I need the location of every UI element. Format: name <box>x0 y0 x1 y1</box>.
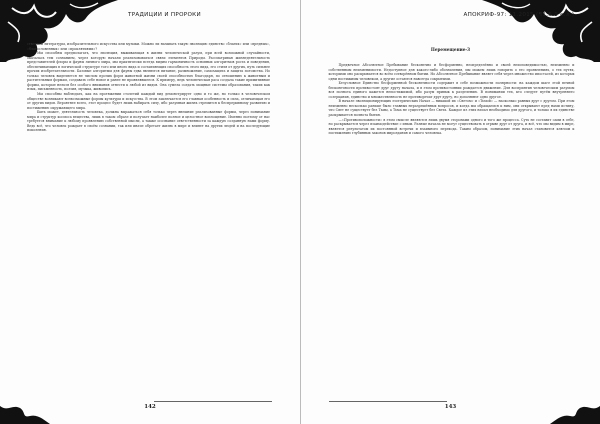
paragraph: Мы способны предполагать, что эволюция, выживающая в жизни человеческой разум, при всей возможной случайности, оказалась тем сознанием, через которую начали реализовываться связи элементов Природы. Рассматривая жизнедеятельность представителей флоры и фауны личного мира, мы практически всегда видим гармоничность основных алгоритмов роста и поведения, обеспечивающих в логической структуре того или иного вида и составляющих способность этого вида, его стиля от других, путь сильнее прочих изобретательности. Базовые алгоритмы для фауны едва являются питание, размножение, самозащита и защита потомства. Но только человек выделяется не числом прочих форм животной жизни своей способностью благодаря, по отношению к животным и растительным формам, создавать себе новое и ранее не проявлявшееся. К примеру, ведь человеческая раса создала такие примитивные формы, которые нельзя без особого внимания отнести к любой из видов. Она сумела создать мощные системы образования, таких как язык, письменность, поэзия, музыка, живопись. <box>27 51 270 92</box>
paragraph: В начале эволюционирующих эзотерических Начал — никакой их «Светом» и «Тьмой» — насколько равных друг с другом. При этом неизменно несколько раньше было главных неразрешённых вопросов, и когда мы обращаемся к ним, они открывают пред нами истину, что Свет не существует без Тьмы, а Тьма не существует без Света. Каждое из этих начал необходимо для другого, и только в их единстве раскрывается полнота бытия. <box>328 99 575 118</box>
paragraph: —«Противоположности» в этом смысле являются лишь двумя сторонами одного и того же процесса. Суть не составит сами в себе, но раскрывается через взаимодействие с иным. Разные начала не могут существовать в отрыве друг от друга, и всё, что мы видим в мире, является результатом их постоянной встречи и взаимного перехода. Таким образом, понимание этих начал становится ключом к постижению глубинных законов мироздания и самого человека. <box>328 117 575 136</box>
footer-rule <box>154 401 272 402</box>
running-header: АПОКРИФ-97: 11.2015 (¶1.5.1 е.л.) <box>463 12 575 18</box>
right-page <box>301 0 600 424</box>
running-header: ТРАДИЦИИ И ПРОРОКИ <box>128 12 201 18</box>
tribal-ornament-top-right <box>482 0 600 62</box>
page-number: 143 <box>444 404 457 410</box>
page-number: 142 <box>144 404 156 410</box>
paragraph: ственной литературы, изобразительного искусства или музыки. Можно ли называть такую эволюцию единство «благих» или «вредных», «благословенных» или «проклятиями»? <box>27 42 270 51</box>
paragraph: Мы способны наблюдать, как на протяжении столетий каждый вид демонстрирует одно и то же, но только в человеческом обществе возникают всевозможные формы культуры и искусства. В этом заключается его главная особенность и сила, отличающая его от других видов. Вероятнее всего, этот процесс будет лишь набирать силу, ибо разумная жизнь стремится к беспрерывному развитию и постижению окружающего мира. <box>27 92 270 110</box>
tribal-ornament-bottom-left <box>0 398 60 424</box>
paragraph: Быть может, деятельность человека, должна выражаться себя только через внешние реализованные формы, через понимание мира и структур космоса вещества, лишь в таком образе и получает наиболее полное и целостное воплощение. Именно поэтому от нас требуется внимание к любому проявлению собственной мысли, а также осознание ответственности за каждую созданную нами форму. Ведь всё, что человек рождает в своём сознании, так или иначе обретает жизнь в мире и влияет на других людей и на последующие поколения. <box>27 110 270 133</box>
paragraph: Безусловное Единство бесформенной бесконечности содержит в себе возможности полярности: на каждом шаге этой вечной бесконечности противостоят друг другу начала, и в этом противостоянии рождается движение. Для восприятия человеческим разумом вся полнота единого кажется непостижимой, ибо разум привык к разделению. В понимании тех, кто следует путём внутреннего созерцания, единство и множественность не противоречат друг другу, но дополняют одно другое. <box>328 81 575 99</box>
footer-rule <box>329 401 447 402</box>
section-title: Перемещение-3 <box>430 47 471 52</box>
body-text <box>27 42 270 133</box>
tribal-ornament-bottom-right <box>540 398 600 424</box>
body-text <box>329 63 575 136</box>
paragraph: Предвечное Абсолютное Пребывание бесконечно и бесформенно, неопределённо и своей неисповедимостью, неизменно и собственным неизменимости. Недоступное для какого-либо обозначения, мы можем лишь говорить о его проявлениях, о тех путях, которыми оно раскрывается во всём сотворённом бытии. Но Абсолютное Пребывание являет себя через множество ипостасей, из которых одни постижимы человеком, а другие остаются навсегда сокрытыми. <box>328 63 575 81</box>
